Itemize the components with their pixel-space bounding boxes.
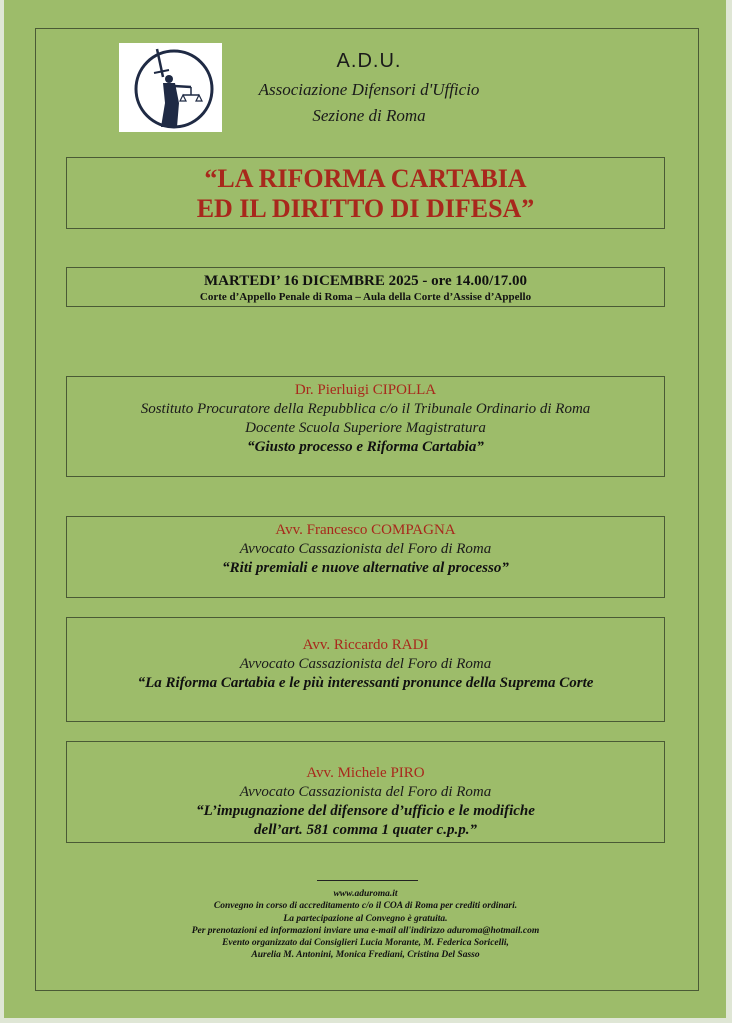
speaker-box-2 bbox=[66, 516, 665, 598]
speaker-box-3 bbox=[66, 617, 665, 722]
speaker-topic: “Riti premiali e nuove alternative al processo” bbox=[222, 560, 509, 576]
speaker-topic-continued: dell’art. 581 comma 1 quater c.p.p.” bbox=[254, 822, 477, 838]
org-name-line2: Sezione di Roma bbox=[312, 106, 426, 125]
speaker-role: Sostituto Procuratore della Repubblica c/o il Tribunale Ordinario di Roma bbox=[140, 401, 591, 417]
flyer-page bbox=[4, 0, 726, 1018]
booking-info: Per prenotazioni ed informazioni inviare una e-mail all'indirizzo aduroma@hotmail.com bbox=[191, 925, 540, 936]
logo bbox=[119, 43, 222, 132]
org-abbreviation: A.D.U. bbox=[336, 50, 402, 72]
speaker-name: Dr. Pierluigi CIPOLLA bbox=[294, 382, 437, 398]
accreditation-note: Convegno in corso di accreditamento c/o il COA di Roma per crediti ordinari. bbox=[213, 901, 518, 912]
org-name-line1: Associazione Difensori d'Ufficio bbox=[258, 80, 480, 99]
speaker-topic: “La Riforma Cartabia e le più interessanti pronunce della Suprema Corte bbox=[137, 675, 594, 691]
speaker-role: Avvocato Cassazionista del Foro di Roma bbox=[239, 656, 492, 672]
organizers-line2: Aurelia M. Antonini, Monica Frediani, Cristina Del Sasso bbox=[251, 950, 480, 961]
speaker-box-1 bbox=[66, 376, 665, 477]
speaker-name: Avv. Riccardo RADI bbox=[302, 637, 429, 653]
event-title-line2: ED IL DIRITTO DI DIFESA” bbox=[196, 194, 535, 223]
organizers-line1: Evento organizzato dai Consiglieri Lucia Morante, M. Federica Soricelli, bbox=[222, 938, 509, 949]
speaker-name: Avv. Francesco COMPAGNA bbox=[275, 522, 456, 538]
event-title-box bbox=[66, 157, 665, 229]
speaker-role-secondary: Docente Scuola Superiore Magistratura bbox=[245, 420, 486, 436]
website-link[interactable]: www.aduroma.it bbox=[333, 889, 398, 899]
speaker-name: Avv. Michele PIRO bbox=[306, 765, 425, 781]
speaker-role: Avvocato Cassazionista del Foro di Roma bbox=[239, 541, 492, 557]
footer-divider bbox=[317, 880, 418, 881]
event-date-box bbox=[66, 267, 665, 307]
org-header bbox=[244, 50, 494, 129]
free-participation-note: La partecipazione al Convegno è gratuita. bbox=[283, 913, 448, 924]
speaker-topic: “Giusto processo e Riforma Cartabia” bbox=[247, 439, 484, 455]
event-datetime: MARTEDI’ 16 DICEMBRE 2025 - ore 14.00/17.00 bbox=[203, 273, 528, 289]
speaker-topic: “L’impugnazione del difensore d’ufficio e le modifiche bbox=[196, 803, 535, 819]
speaker-role: Avvocato Cassazionista del Foro di Roma bbox=[239, 784, 492, 800]
event-venue: Corte d’Appello Penale di Roma – Aula della Corte d’Assise d’Appello bbox=[199, 291, 532, 303]
footer-info bbox=[66, 888, 665, 962]
speaker-box-4 bbox=[66, 741, 665, 843]
event-title-line1: “LA RIFORMA CARTABIA bbox=[204, 164, 527, 193]
justice-statue-icon bbox=[119, 43, 222, 132]
